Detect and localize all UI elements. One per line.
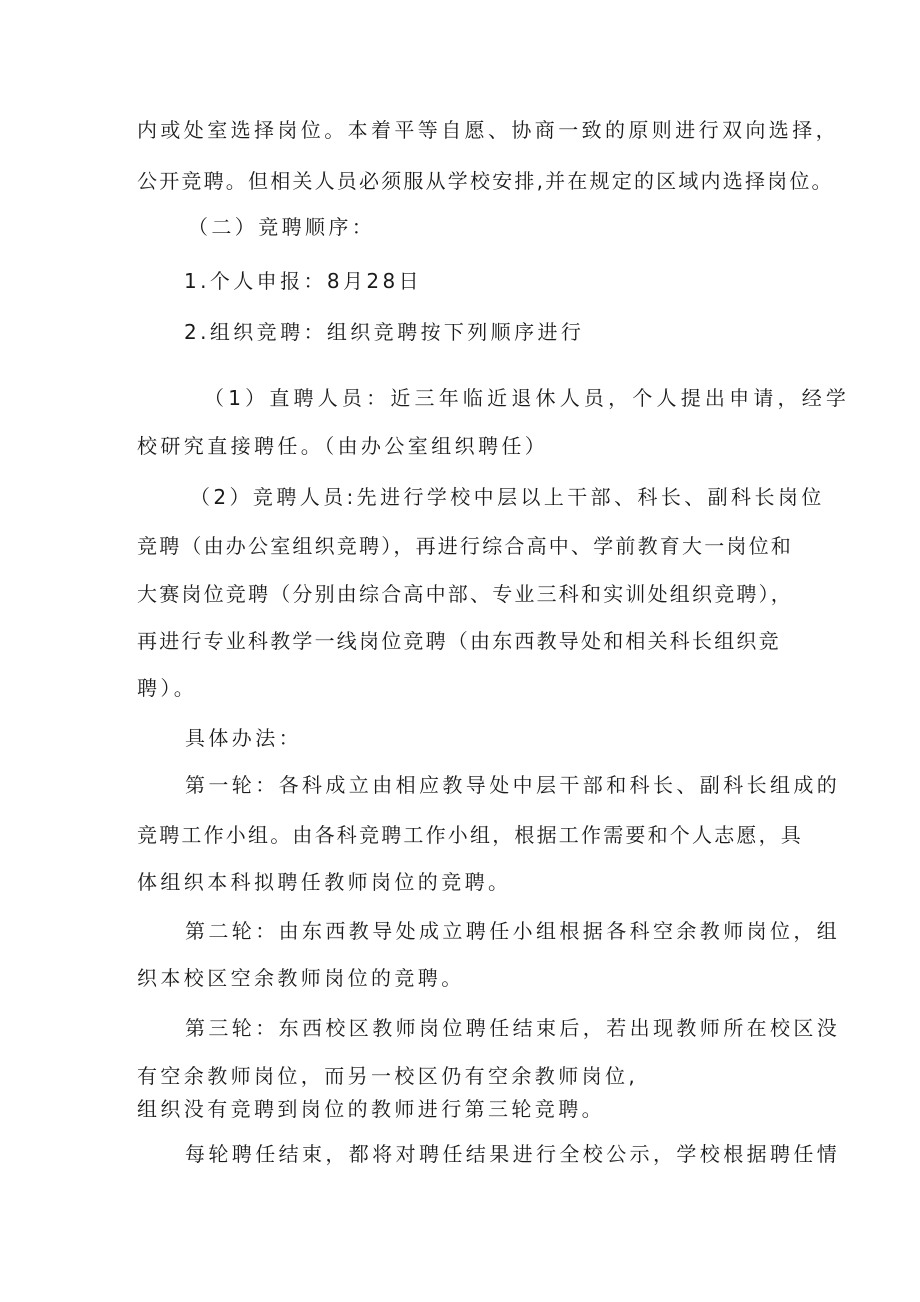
paragraph-line: 校研究直接聘任。（由办公室组织聘任） [137, 434, 549, 458]
list-item: 2.组织竞聘：组织竞聘按下列顺序进行 [184, 320, 585, 344]
paragraph-line: 竞聘（由办公室组织竞聘），再进行综合高中、学前教育大一岗位和 [137, 534, 793, 558]
section-heading: 具体办法： [185, 726, 302, 750]
paragraph-line: （2）竞聘人员:先进行学校中层以上干部、科长、副科长岗位 [190, 485, 825, 509]
paragraph-line: （1）直聘人员：近三年临近退休人员，个人提出申请，经学 [204, 386, 851, 410]
paragraph-line: 织本校区空余教师岗位的竞聘。 [137, 966, 465, 990]
paragraph-line: 体组织本科拟聘任教师岗位的竞聘。 [137, 870, 512, 894]
paragraph-line: 第二轮：由东西教导处成立聘任小组根据各科空余教师岗位，组 [185, 919, 841, 943]
paragraph-line: 第三轮：东西校区教师岗位聘任结束后，若出现教师所在校区没 [185, 1016, 841, 1040]
paragraph-line: 再进行专业科教学一线岗位竞聘（由东西教导处和相关科长组织竞 [137, 629, 781, 653]
paragraph-line: 聘）。 [137, 676, 198, 700]
list-item: 1.个人申报：8月28日 [184, 269, 423, 293]
paragraph-line: 有空余教师岗位，而另一校区仍有空余教师岗位, [137, 1064, 639, 1088]
paragraph-line: 组织没有竞聘到岗位的教师进行第三轮竞聘。 [137, 1097, 605, 1121]
paragraph-line: 公开竞聘。但相关人员必须服从学校安排,并在规定的区域内选择岗位。 [137, 169, 834, 193]
section-heading: （二）竞聘顺序： [188, 215, 376, 239]
paragraph-line: 竞聘工作小组。由各科竞聘工作小组，根据工作需要和个人志愿，具 [137, 823, 803, 847]
paragraph-line: 内或处室选择岗位。本着平等自愿、协商一致的原则进行双向选择， [137, 118, 839, 142]
paragraph-line: 每轮聘任结束，都将对聘任结果进行全校公示，学校根据聘任情 [185, 1142, 841, 1166]
paragraph-line: 大赛岗位竞聘（分别由综合高中部、专业三科和实训处组织竞聘）， [137, 582, 793, 606]
paragraph-line: 第一轮：各科成立由相应教导处中层干部和科长、副科长组成的 [185, 773, 841, 797]
